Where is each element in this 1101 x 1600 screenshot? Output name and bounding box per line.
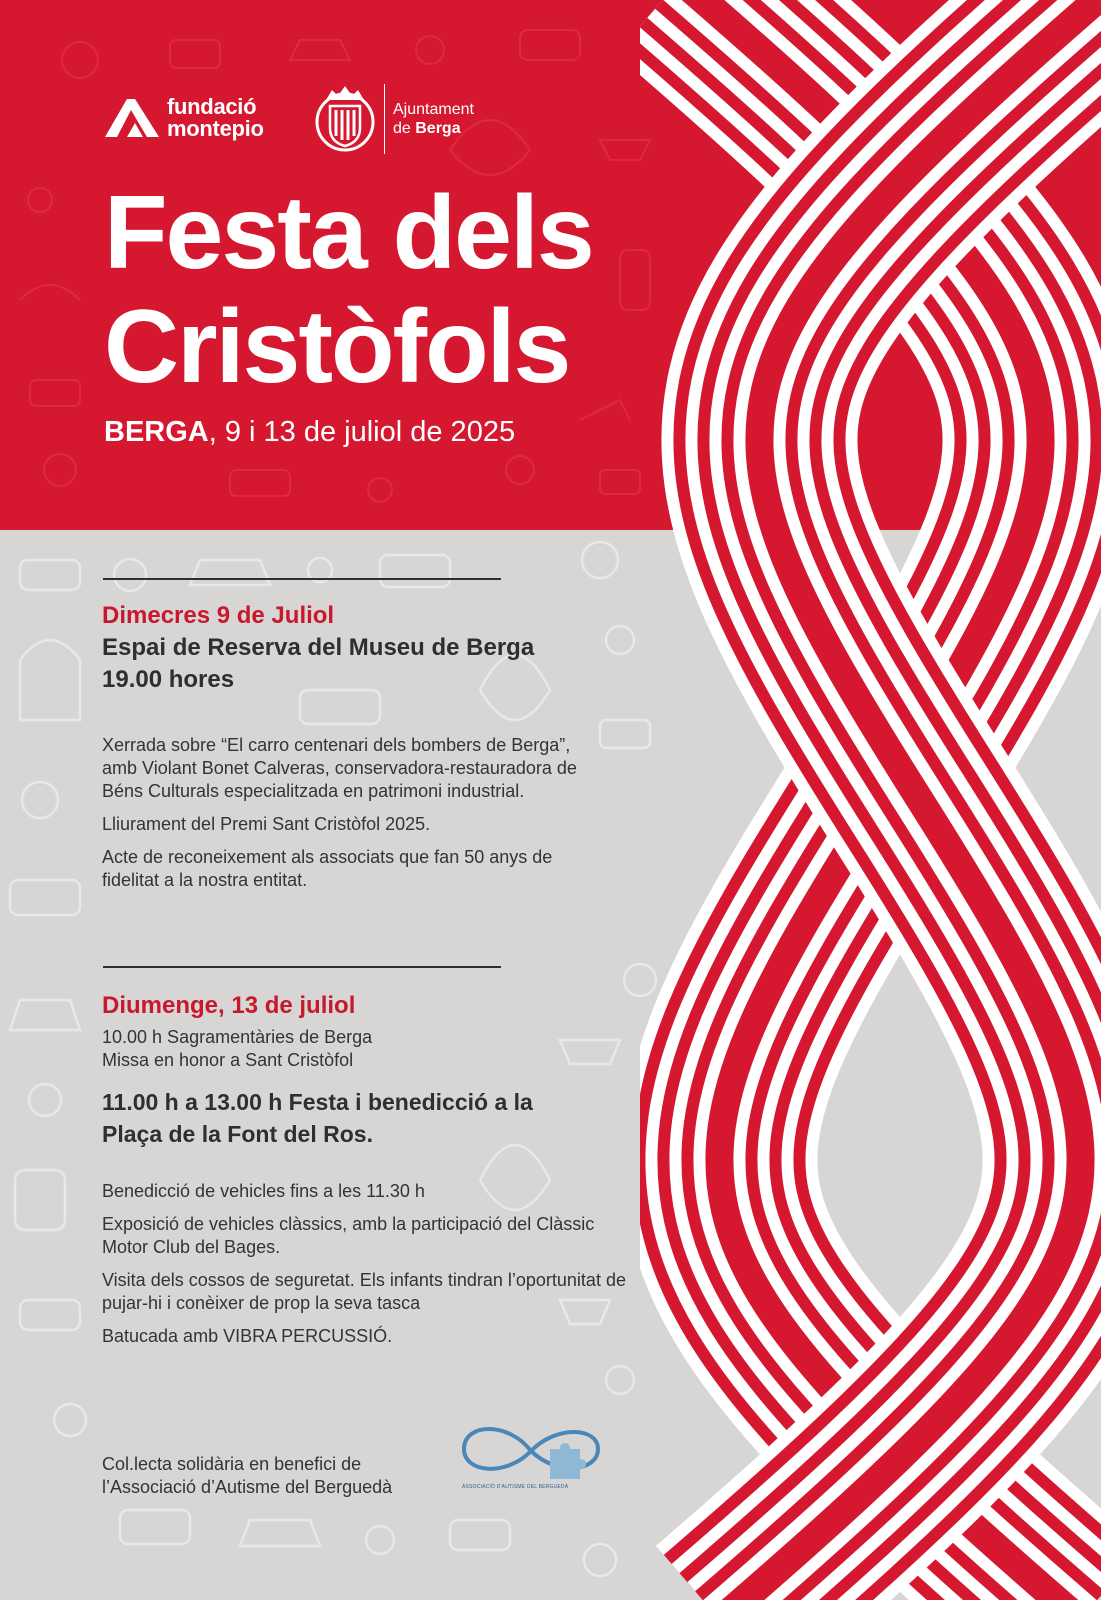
day2-item-3: Visita dels cossos de seguretat. Els infants tindran l’oportunitat de pujar-hi i conèixer de prop la seva tasca [102, 1270, 626, 1313]
day1-recognition: Acte de reconeixement als associats que fan 50 anys de fidelitat a la nostra entitat. [102, 847, 553, 890]
event-dateline [104, 416, 515, 449]
day2-festa-line-1: 11.00 h a 13.00 h Festa i benedicció a la [102, 1089, 533, 1115]
day2-heading: Diumenge, 13 de juliol [102, 992, 356, 1019]
day1-section [102, 602, 622, 892]
day1-venue: Espai de Reserva del Museu de Berga [102, 634, 535, 661]
day2-item-2: Exposició de vehicles clàssics, amb la participació del Clàssic Motor Club del Bages. [102, 1214, 595, 1257]
event-title [104, 176, 593, 404]
ajuntament-berga-logo [312, 84, 474, 154]
day1-heading: Dimecres 9 de Juliol [102, 602, 335, 629]
fundacio-text: fundació [167, 94, 257, 119]
autism-association-logo [458, 1415, 604, 1487]
berga-coat-of-arms-icon [312, 84, 378, 154]
collection-note [102, 1453, 462, 1499]
ajuntament-city: Berga [415, 120, 461, 137]
title-line-1: Festa dels [104, 175, 593, 291]
collection-line-1: Col.lecta solidària en benefici de [102, 1454, 362, 1474]
day1-time: 19.00 hores [102, 666, 235, 693]
autism-logo-caption: ASSOCIACIÓ D'AUTISME DEL BERGUEDÀ [462, 1484, 569, 1490]
ajuntament-text: Ajuntament [393, 101, 474, 118]
puzzle-piece-icon [550, 1443, 586, 1479]
montepio-text: montepio [167, 116, 264, 141]
day1-award: Lliurament del Premi Sant Cristòfol 2025. [102, 814, 431, 834]
sponsor-logos [105, 84, 525, 164]
day2-item-4: Batucada amb VIBRA PERCUSSIÓ. [102, 1326, 393, 1346]
section-divider-2 [103, 966, 501, 968]
montepio-mountain-icon [105, 97, 159, 139]
day2-festa-line-2: Plaça de la Font del Ros. [102, 1121, 373, 1147]
dateline-city: BERGA [104, 416, 209, 448]
braided-wave-ornament [640, 0, 1101, 1600]
day2-mass-line-2: Missa en honor a Sant Cristòfol [102, 1050, 354, 1070]
dateline-dates: , 9 i 13 de juliol de 2025 [208, 416, 516, 448]
ajuntament-prefix: de [393, 120, 416, 137]
logo-divider [384, 84, 385, 154]
section-divider-1 [103, 578, 501, 580]
collection-line-2: l’Associació d’Autisme del Berguedà [102, 1477, 393, 1497]
day1-talk: Xerrada sobre “El carro centenari dels bombers de Berga”, amb Violant Bonet Calveras, conservadora-restauradora de Béns Culturals especialitzada en patrimoni industrial. [102, 735, 577, 801]
day2-item-1: Benedicció de vehicles fins a les 11.30 h [102, 1181, 425, 1201]
fundacio-montepio-logo [105, 96, 264, 140]
day2-section [102, 992, 632, 1348]
title-line-2: Cristòfols [104, 289, 570, 405]
day2-mass-line-1: 10.00 h Sagramentàries de Berga [102, 1027, 373, 1047]
